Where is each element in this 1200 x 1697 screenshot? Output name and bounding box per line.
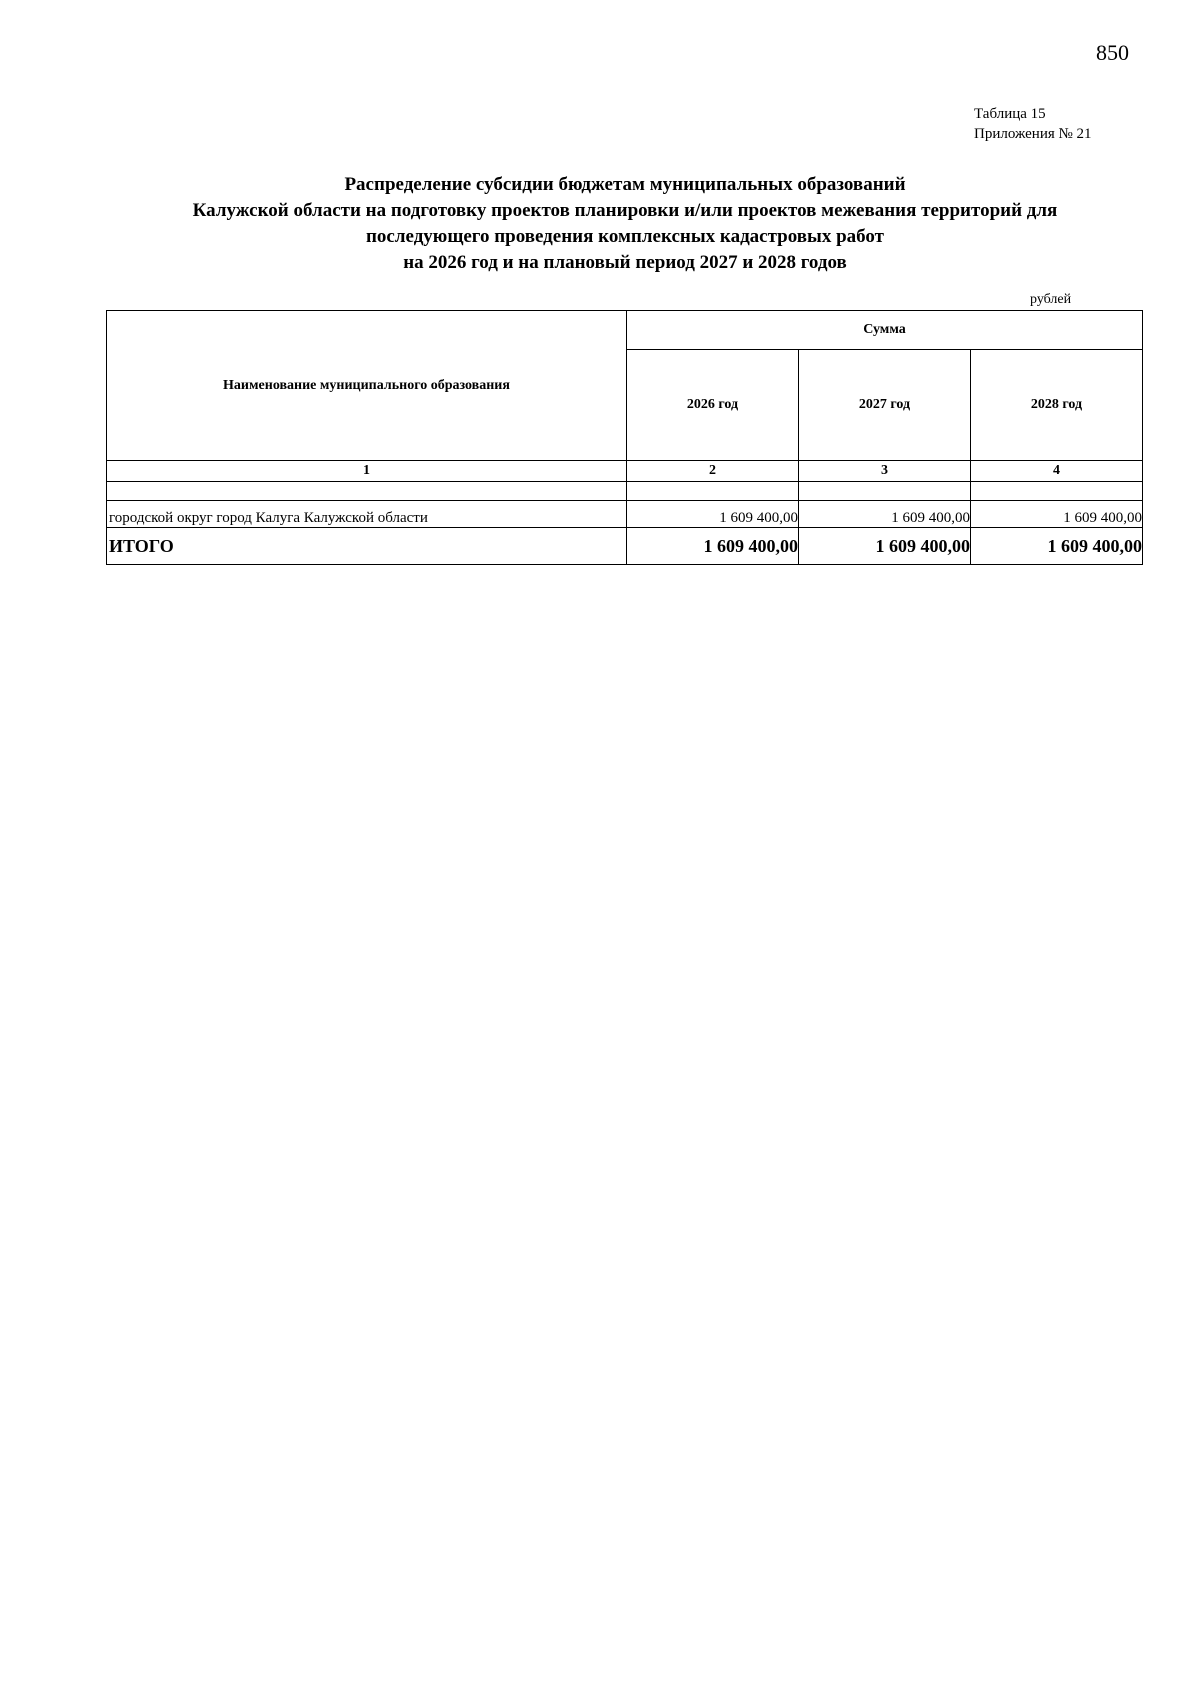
sum-header: Сумма — [627, 311, 1143, 350]
name-column-header: Наименование муниципального образования — [107, 311, 627, 461]
title-line-1: Распределение субсидии бюджетам муниципальных образований — [344, 174, 906, 195]
title-line-3: последующего проведения комплексных кадастровых работ — [365, 226, 885, 247]
value-2026: 1 609 400,00 — [627, 501, 799, 528]
total-row — [107, 528, 1143, 565]
appendix-number: Приложения № 21 — [974, 126, 1092, 142]
unit-label: рублей — [1030, 292, 1072, 307]
total-2026: 1 609 400,00 — [627, 528, 799, 565]
value-2028: 1 609 400,00 — [971, 501, 1143, 528]
column-number-2: 2 — [627, 461, 799, 482]
year-header-2028: 2028 год — [971, 350, 1143, 461]
column-number-4: 4 — [971, 461, 1143, 482]
year-header-2026: 2026 год — [627, 350, 799, 461]
year-header-2027: 2027 год — [799, 350, 971, 461]
column-number-1: 1 — [107, 461, 627, 482]
table-row — [107, 501, 1143, 528]
column-number-3: 3 — [799, 461, 971, 482]
page-number: 850 — [1096, 40, 1129, 65]
total-2027: 1 609 400,00 — [799, 528, 971, 565]
document-title — [100, 172, 1150, 276]
table-reference — [974, 104, 1092, 144]
total-label: ИТОГО — [107, 528, 627, 565]
table-number: Таблица 15 — [974, 106, 1046, 122]
total-2028: 1 609 400,00 — [971, 528, 1143, 565]
subsidy-table — [106, 310, 1143, 565]
spacer-row — [107, 482, 1143, 501]
municipality-name: городской округ город Калуга Калужской области — [107, 501, 627, 528]
title-line-4: на 2026 год и на плановый период 2027 и 2028 годов — [403, 252, 847, 273]
title-line-2: Калужской области на подготовку проектов планировки и/или проектов межевания территорий для — [192, 200, 1058, 221]
value-2027: 1 609 400,00 — [799, 501, 971, 528]
